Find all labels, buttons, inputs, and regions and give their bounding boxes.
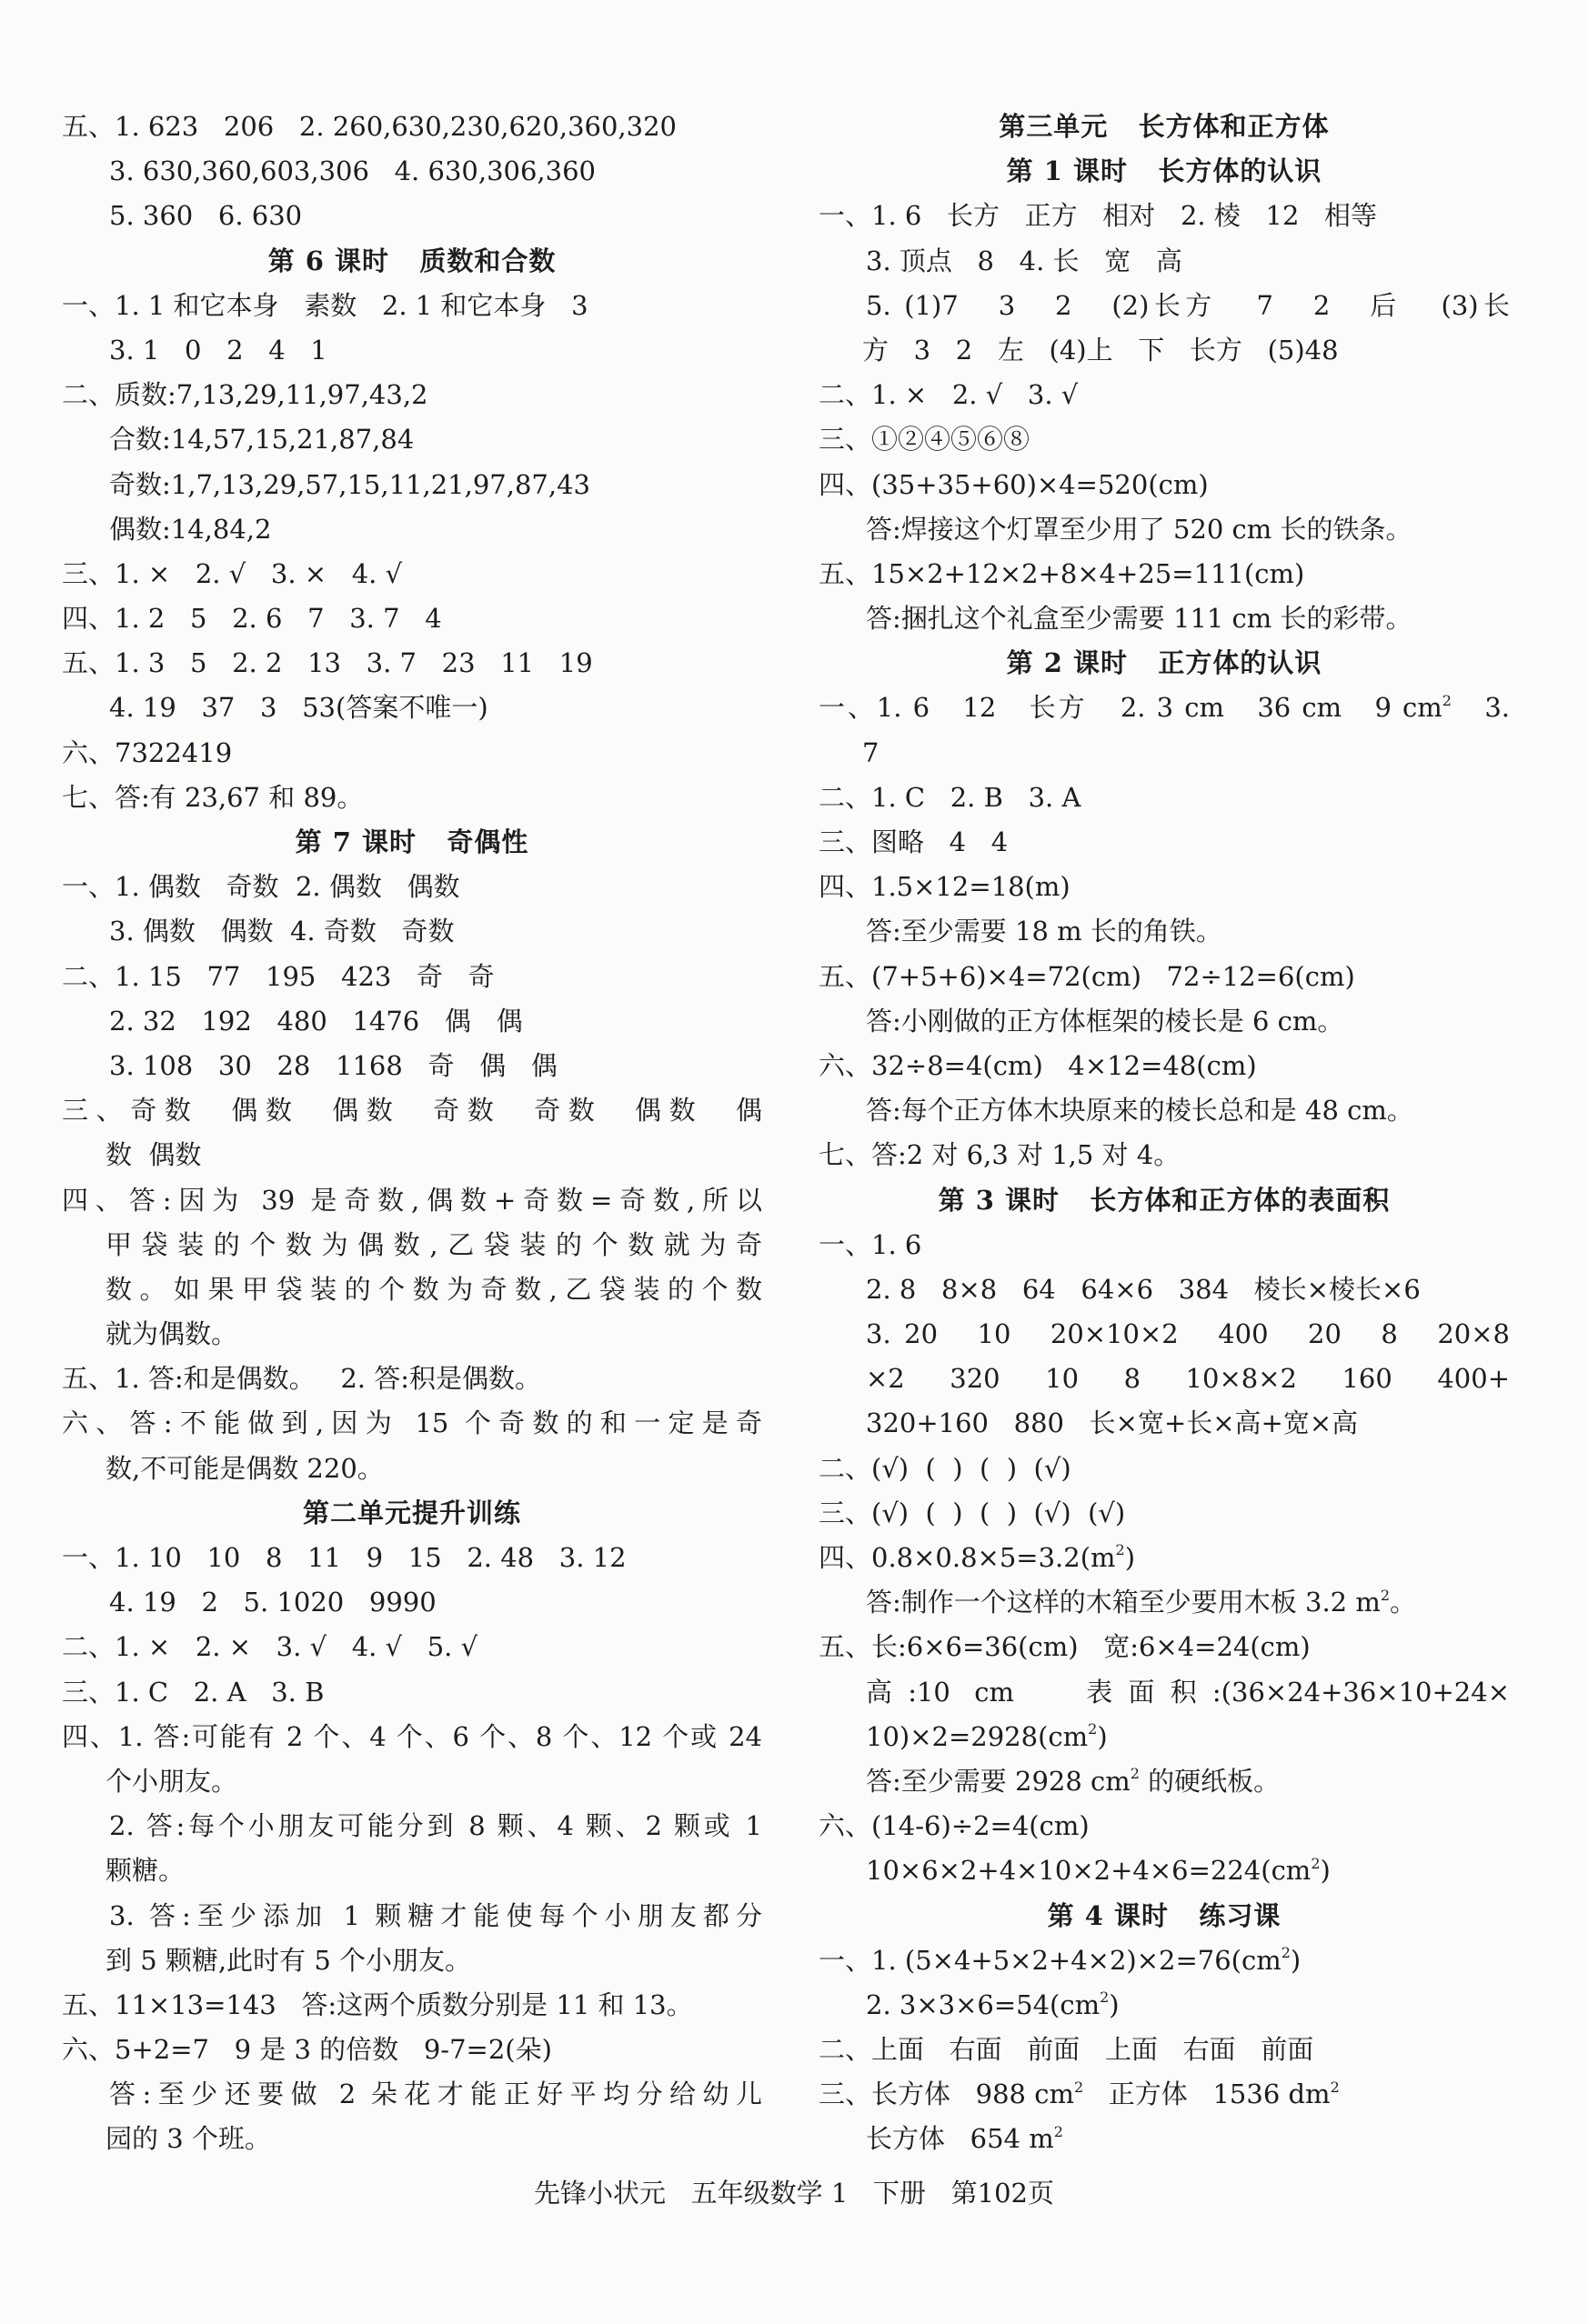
answer-line: 一、1. 6 长方 正方 相对 2. 棱 12 相等 <box>819 200 1378 232</box>
answer-line: 三、①②④⑤⑥⑧ <box>819 424 1030 456</box>
answer-line: 4. 19 2 5. 1020 9990 <box>109 1587 437 1618</box>
answer-line: 答:小刚做的正方体框架的棱长是 6 cm。 <box>866 1005 1344 1037</box>
answer-line: 一、1. $(5\times 4+5\times 2+4\times 2)\times 2=76(cm^2)$ <box>819 1944 1302 1976</box>
section-heading: 第三单元 长方体和正方体 <box>999 111 1330 142</box>
answer-line: 答:制作一个这样的木箱至少要用木板 3.2 $m^2$。 <box>866 1586 1417 1618</box>
right-column <box>819 105 1510 2162</box>
section-heading: 7 <box>862 736 879 768</box>
answer-line: 4. 19 37 3 53(答案不唯一) <box>109 692 488 724</box>
answer-line: 高:10 cm 表面积:(36×24+36×10+24× <box>866 1676 1510 1708</box>
section-heading: 第 7 课时 奇偶性 <box>295 826 529 857</box>
section-heading: 第 1 课时 长方体的认识 <box>1006 155 1322 187</box>
answer-line: 3. 108 30 28 1168 奇 偶 偶 <box>109 1049 558 1081</box>
answer-line: 2. $3\times 3\times 6=54(cm^2)$ <box>866 1988 1120 2020</box>
answer-line: 六、答:不能做到,因为 15 个奇数的和一定是奇 <box>62 1407 762 1439</box>
answer-line: 答:每个正方体木块原来的棱长总和是 48 cm。 <box>866 1095 1413 1127</box>
answer-line: 六、7322419 <box>62 736 233 768</box>
section-heading: 就为偶数。 <box>106 1318 238 1350</box>
answer-line: 四、$0.8\times 0.8\times 5=3.2(m^2)$ <box>819 1541 1136 1573</box>
answer-line: 答:至少还要做 2 朵花才能正好平均分给幼儿 <box>109 2079 762 2110</box>
answer-line: 二、质数:7,13,29,11,97,43,2 <box>62 379 428 411</box>
answer-line: 一、1. 6 12 长方 2. 3 cm 36 cm 9 $cm^2$ 3. <box>819 691 1510 724</box>
answer-line: 六、(14-6)÷2=4(cm) <box>819 1810 1090 1842</box>
answer-line: 五、11×13=143 答:这两个质数分别是 11 和 13。 <box>62 1988 693 2020</box>
section-heading: 第 4 课时 练习课 <box>1047 1899 1281 1931</box>
answer-line: ×2 320 10 8 10×8×2 160 400+ <box>866 1363 1510 1395</box>
section-heading: 数,不可能是偶数 220。 <box>106 1452 384 1484</box>
answer-line: 四、1. 答:可能有 2 个、4 个、6 个、8 个、12 个或 24 <box>62 1720 762 1752</box>
answer-line: 2. 8 8×8 64 64×6 384 棱长×棱长×6 <box>866 1273 1421 1305</box>
section-heading: 第 3 课时 长方体和正方体的表面积 <box>938 1184 1391 1216</box>
answer-line: 合数:14,57,15,21,87,84 <box>109 424 415 456</box>
answer-line: 五、1. 623 206 2. 260,630,230,620,360,320 <box>62 111 677 142</box>
answer-line: 一、1. 1 和它本身 素数 2. 1 和它本身 3 <box>62 289 588 321</box>
answer-line: 偶数:14,84,2 <box>109 513 272 545</box>
section-heading: 园的 3 个班。 <box>106 2123 271 2155</box>
answer-line: 答:至少需要 2928 $cm^2$ 的硬纸板。 <box>866 1765 1281 1797</box>
answer-line: 320+160 880 长×宽+长×高+宽×高 <box>866 1407 1359 1439</box>
answer-line: 五、15×2+12×2+8×4+25=111(cm) <box>819 557 1305 589</box>
answer-line: 3. 答:至少添加 1 颗糖才能使每个小朋友都分 <box>109 1899 762 1931</box>
answer-line: 四、答:因为 39 是奇数,偶数+奇数=奇数,所以 <box>62 1184 762 1216</box>
answer-line: 四、1. 2 5 2. 6 7 3. 7 4 <box>62 603 442 635</box>
answer-line: 四、1.5×12=18(m) <box>819 871 1070 903</box>
answer-line: 三、长方体 988 $cm^2$ 正方体 1536 $dm^2$ <box>819 2078 1340 2110</box>
answer-line: 2. 答:每个小朋友可能分到 8 颗、4 颗、2 颗或 1 <box>109 1810 762 1842</box>
answer-line: 2. 32 192 480 1476 偶 偶 <box>109 1005 523 1037</box>
answer-line: 一、1. 偶数 奇数 2. 偶数 偶数 <box>62 871 460 903</box>
answer-line: 二、(√) ( ) ( ) (√) <box>819 1452 1071 1484</box>
section-heading: 第二单元提升训练 <box>302 1497 521 1528</box>
answer-line: 一、1. 6 <box>819 1228 922 1260</box>
answer-line: 长方体 654 $m^2$ <box>866 2122 1063 2155</box>
answer-line: 五、(7+5+6)×4=72(cm) 72÷12=6(cm) <box>819 960 1355 992</box>
answer-line: 二、1. 15 77 195 423 奇 奇 <box>62 960 495 992</box>
answer-line: 答:捆扎这个礼盒至少需要 111 cm 长的彩带。 <box>866 603 1412 635</box>
answer-line: 三、奇数 偶数 偶数 奇数 奇数 偶数 偶 <box>62 1095 762 1127</box>
section-heading: 个小朋友。 <box>106 1765 238 1797</box>
section-heading: 到 5 颗糖,此时有 5 个小朋友。 <box>106 1944 471 1976</box>
answer-line: $10)\times 2=2928(cm^2)$ <box>866 1720 1108 1752</box>
section-heading: 数。如果甲袋装的个数为奇数,乙袋装的个数 <box>106 1273 762 1305</box>
page-footer: 先锋小状元 五年级数学 1 下册 第102页 <box>534 2178 1054 2209</box>
answer-line: $10\times 6\times 2+4\times 10\times 2+4\times 6=224(cm^2)$ <box>866 1854 1331 1887</box>
answer-line: 七、答:2 对 6,3 对 1,5 对 4。 <box>819 1139 1181 1171</box>
answer-line: 二、1. C 2. B 3. A <box>819 781 1081 813</box>
answer-line: 三、(√) ( ) ( ) (√) (√) <box>819 1497 1126 1528</box>
answer-line: 七、答:有 23,67 和 89。 <box>62 781 364 813</box>
answer-line: 五、1. 答:和是偶数。 2. 答:积是偶数。 <box>62 1363 541 1395</box>
answer-line: 3. 偶数 偶数 4. 奇数 奇数 <box>109 916 455 947</box>
answer-line: 五、长:6×6=36(cm) 宽:6×4=24(cm) <box>819 1631 1311 1663</box>
answer-line: 3. 20 10 20×10×2 400 20 8 20×8 <box>866 1318 1510 1350</box>
section-heading: 方 3 2 左 (4)上 下 长方 (5)48 <box>862 334 1339 366</box>
answer-line: 二、1. × 2. √ 3. √ <box>819 379 1079 411</box>
answer-line: 5. 360 6. 630 <box>109 200 303 232</box>
section-heading: 数 偶数 <box>106 1139 202 1171</box>
answer-line: 三、1. × 2. √ 3. × 4. √ <box>62 557 403 589</box>
answer-line: 5. (1)7 3 2 (2)长方 7 2 后 (3)长 <box>866 289 1510 321</box>
answer-line: 3. 1 0 2 4 1 <box>109 334 327 366</box>
answer-line: 3. 顶点 8 4. 长 宽 高 <box>866 245 1182 276</box>
answer-line: 三、1. C 2. A 3. B <box>62 1676 325 1708</box>
answer-line: 3. 630,360,603,306 4. 630,306,360 <box>109 155 596 187</box>
answer-line: 二、上面 右面 前面 上面 右面 前面 <box>819 2034 1314 2066</box>
answer-line: 一、1. 10 10 8 11 9 15 2. 48 3. 12 <box>62 1542 627 1573</box>
section-heading: 第 2 课时 正方体的认识 <box>1006 647 1322 679</box>
answer-line: 五、1. 3 5 2. 2 13 3. 7 23 11 19 <box>62 647 593 679</box>
answer-line: 答:焊接这个灯罩至少用了 520 cm 长的铁条。 <box>866 513 1412 545</box>
section-heading: 甲袋装的个数为偶数,乙袋装的个数就为奇 <box>106 1228 762 1260</box>
answer-line: 四、(35+35+60)×4=520(cm) <box>819 468 1209 500</box>
answer-line: 六、32÷8=4(cm) 4×12=48(cm) <box>819 1049 1257 1081</box>
section-heading: 颗糖。 <box>106 1855 186 1887</box>
answer-line: 奇数:1,7,13,29,57,15,11,21,97,87,43 <box>109 468 590 500</box>
answer-line: 答:至少需要 18 m 长的角铁。 <box>866 916 1222 947</box>
answer-line: 三、图略 4 4 <box>819 826 1009 857</box>
answer-line: 二、1. × 2. × 3. √ 4. √ 5. √ <box>62 1631 478 1663</box>
section-heading: 第 6 课时 质数和合数 <box>267 245 557 276</box>
left-column <box>62 105 762 2162</box>
answer-line: 六、5+2=7 9 是 3 的倍数 9-7=2(朵) <box>62 2034 552 2066</box>
